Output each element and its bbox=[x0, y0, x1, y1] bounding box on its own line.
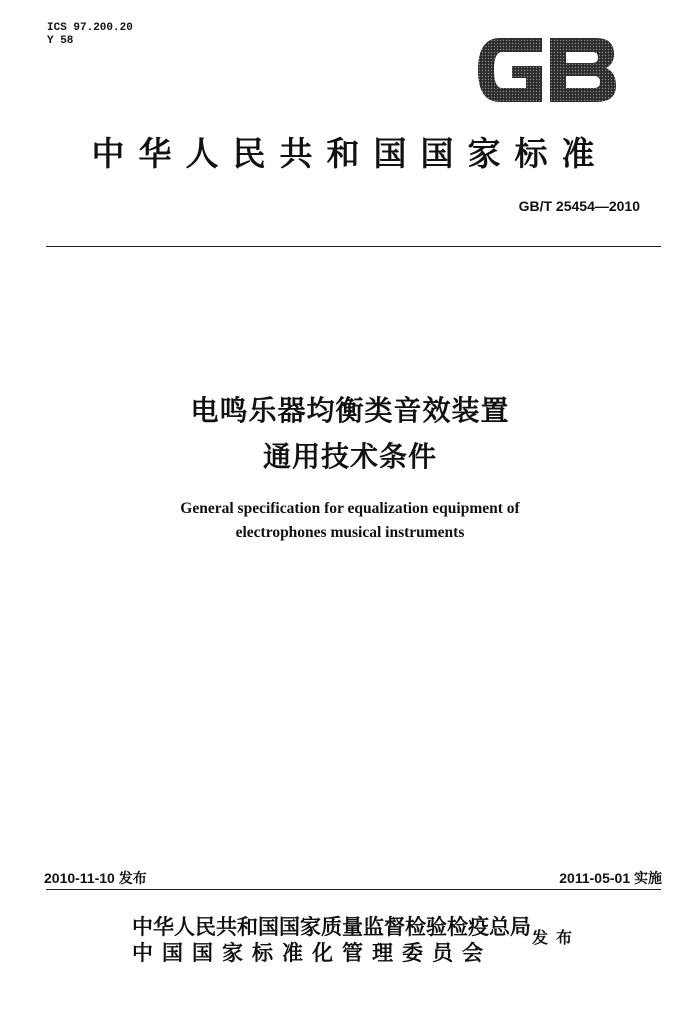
document-title-en-line2: electrophones musical instruments bbox=[235, 524, 465, 541]
issuer-line2: 中国国家标准化管理委员会 bbox=[132, 940, 492, 965]
standard-title: 中华人民共和国国家标准 bbox=[91, 134, 609, 173]
top-divider bbox=[46, 246, 661, 247]
document-title-en-line1: General specification for equalization equipment of bbox=[180, 500, 520, 517]
publish-label: 发布 bbox=[532, 928, 581, 947]
issuer-line1: 中华人民共和国国家质量监督检验检疫总局 bbox=[132, 914, 531, 939]
effective-date: 2011-05-01 实施 bbox=[559, 870, 662, 886]
issue-date: 2010-11-10 发布 bbox=[44, 870, 147, 886]
document-title-zh-line1: 电鸣乐器均衡类音效装置 bbox=[190, 394, 510, 427]
ics-code: ICS 97.200.20 bbox=[47, 22, 133, 34]
standard-number: GB/T 25454—2010 bbox=[518, 198, 640, 214]
classification-codes bbox=[47, 22, 133, 48]
document-title-zh-line2: 通用技术条件 bbox=[262, 440, 437, 473]
bottom-divider bbox=[46, 889, 661, 890]
gb-logo bbox=[472, 30, 620, 110]
ccs-code: Y 58 bbox=[47, 35, 74, 47]
